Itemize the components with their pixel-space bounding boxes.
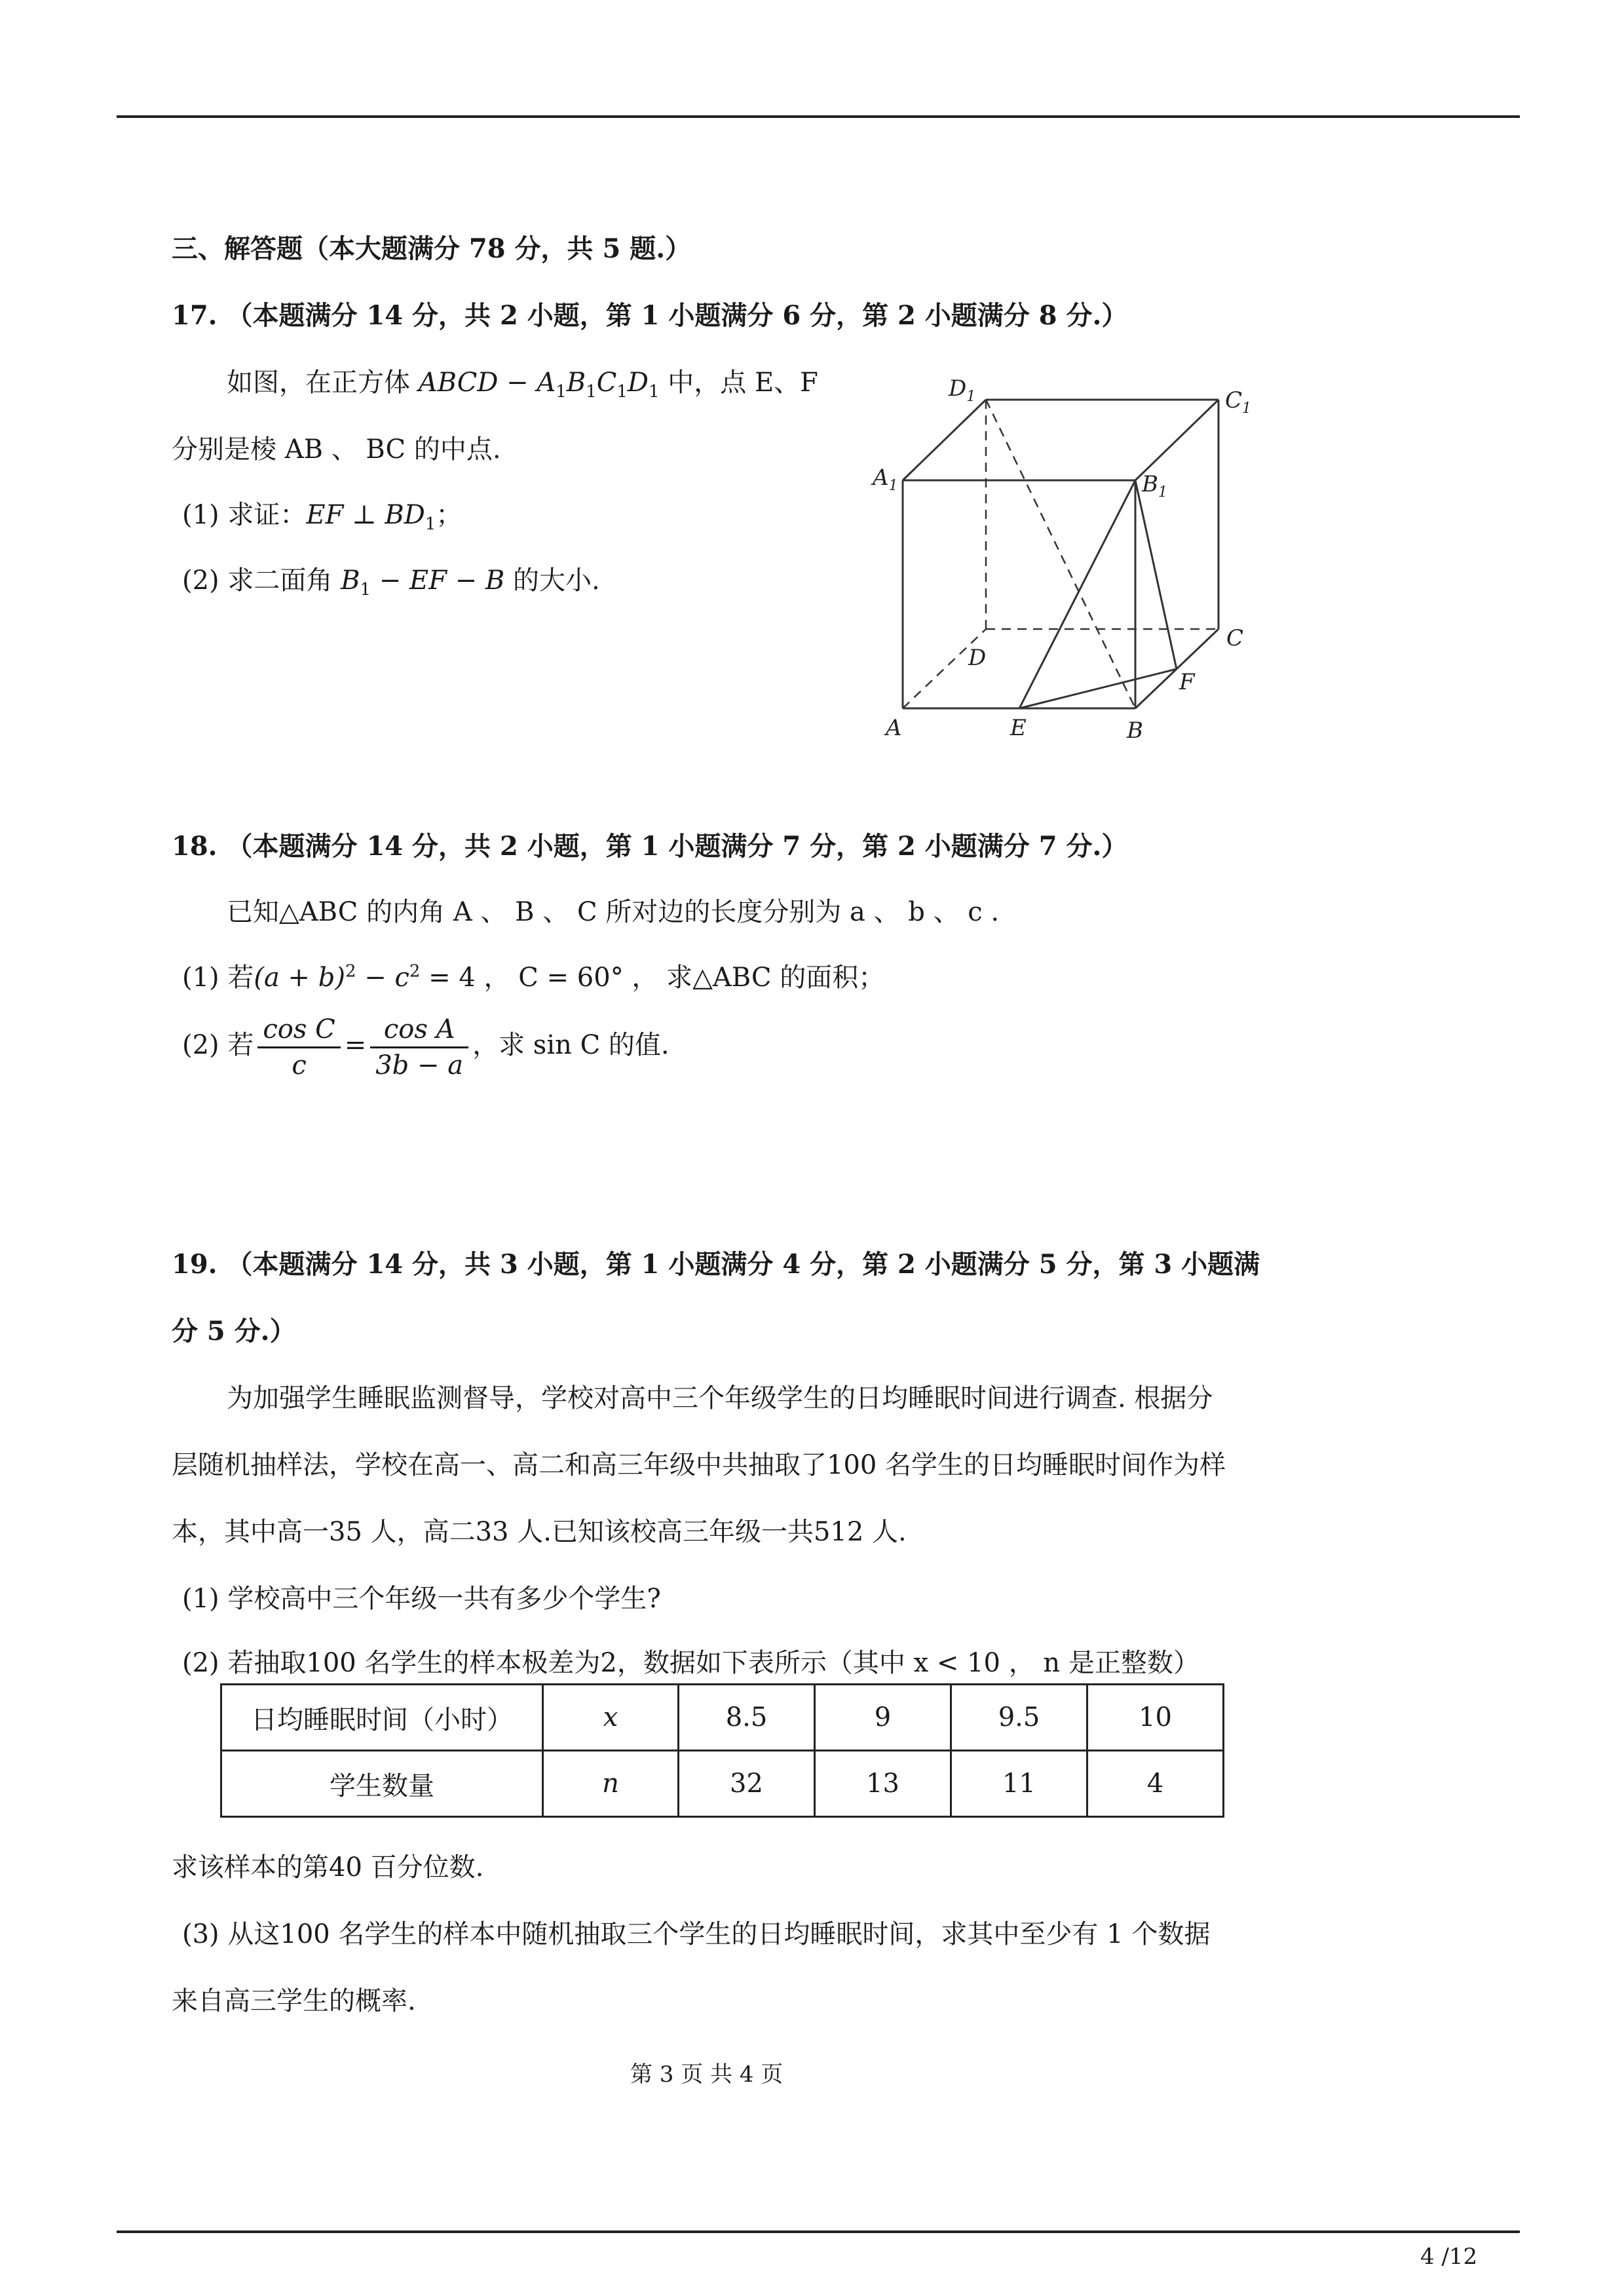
svg-text:D1: $D_1$ bbox=[949, 375, 976, 405]
fraction-cosC-c: $\frac{\text{cos C}}{c}$ bbox=[257, 1012, 340, 1082]
table-cell: 13 bbox=[815, 1751, 951, 1817]
q19-para-line2: 层随机抽样法，学校在高一、高二和高三年级中共抽取了100 名学生的日均睡眠时间作为样 bbox=[172, 1450, 1226, 1480]
q19-part3-line1: (3) 从这100 名学生的样本中随机抽取三个学生的日均睡眠时间，求其中至少有 1 个数据 bbox=[182, 1919, 1211, 1949]
q17-line2: 分别是棱 AB 、 BC 的中点. bbox=[172, 434, 501, 465]
page-number: 第 3 页 共 4 页 bbox=[630, 2061, 784, 2088]
q17-part1: (1) 求证：EF ⊥ $BD_1$； bbox=[182, 500, 463, 534]
table-cell: 32 bbox=[679, 1751, 815, 1817]
table-cell: 9 bbox=[815, 1685, 951, 1751]
q19-para-line3: 本，其中高一35 人，高二33 人.已知该校高三年级一共512 人. bbox=[172, 1517, 907, 1547]
svg-text:C1: $C_1$ bbox=[1225, 387, 1252, 417]
svg-text:F: F bbox=[1179, 669, 1195, 695]
top-rule bbox=[117, 115, 1520, 118]
q18-part2: (2) 若 $\frac{\text{cos C}}{c}$ = $\frac{\text{cos A}}{3b - a}$ ，求 sin C 的值. bbox=[182, 1009, 670, 1082]
q19-after-table: 求该样本的第40 百分位数. bbox=[172, 1852, 484, 1883]
q18-part1: (1) 若$(a + b)^2 - c^2 = 4$ ， C = 60° ， 求△ABC 的面积； bbox=[182, 961, 885, 993]
table-cell: n bbox=[543, 1751, 679, 1817]
bottom-rule bbox=[117, 2230, 1520, 2233]
table-row bbox=[221, 1751, 1224, 1817]
q19-para-line1: 为加强学生睡眠监测督导，学校对高中三个年级学生的日均睡眠时间进行调查. 根据分 bbox=[227, 1383, 1213, 1413]
q19-header-line1: 19. （本题满分 14 分，共 3 小题，第 1 小题满分 4 分，第 2 小题满分 5 分，第 3 小题满 bbox=[172, 1249, 1260, 1280]
q17-part2: (2) 求二面角 $B_1$ − EF − B 的大小. bbox=[182, 565, 600, 600]
q19-part2: (2) 若抽取100 名学生的样本极差为2，数据如下表所示（其中 x < 10 ， n 是正整数） bbox=[182, 1648, 1199, 1678]
table-cell: 11 bbox=[951, 1751, 1087, 1817]
q19-header-line2: 分 5 分.） bbox=[172, 1316, 296, 1347]
q19-part3-line2: 来自高三学生的概率. bbox=[172, 1986, 416, 2016]
fraction-cosA: $\frac{\text{cos A}}{3b - a}$ bbox=[370, 1012, 468, 1082]
table-cell: 日均睡眠时间（小时） bbox=[221, 1685, 543, 1751]
q17-header: 17. （本题满分 14 分，共 2 小题，第 1 小题满分 6 分，第 2 小题满分 8 分.） bbox=[172, 300, 1128, 331]
svg-text:A: A bbox=[886, 715, 902, 741]
svg-text:A1: $A_1$ bbox=[873, 465, 898, 494]
table-cell: 4 bbox=[1087, 1751, 1224, 1817]
table-cell: 10 bbox=[1087, 1685, 1224, 1751]
table-cell: 学生数量 bbox=[221, 1751, 543, 1817]
svg-text:D: D bbox=[968, 645, 987, 671]
svg-text:C: C bbox=[1226, 625, 1244, 651]
q19-part1: (1) 学校高中三个年级一共有多少个学生? bbox=[182, 1584, 661, 1614]
q18-header: 18. （本题满分 14 分，共 2 小题，第 1 小题满分 7 分，第 2 小题满分 7 分.） bbox=[172, 831, 1128, 862]
table-row bbox=[221, 1685, 1224, 1751]
sleep-data-table bbox=[220, 1683, 1224, 1818]
q17-intro: 如图，在正方体 ABCD − $A_1B_1C_1D_1$ 中，点 E、F bbox=[227, 368, 818, 402]
svg-text:B: B bbox=[1127, 718, 1143, 744]
svg-text:E: E bbox=[1010, 715, 1027, 741]
q18-intro: 已知△ABC 的内角 A 、 B 、 C 所对边的长度分别为 a 、 b 、 c . bbox=[227, 897, 1000, 927]
sheet-number: 4 /12 bbox=[1420, 2244, 1478, 2270]
table-cell: x bbox=[543, 1685, 679, 1751]
cube-figure bbox=[852, 367, 1271, 760]
svg-text:B1: $B_1$ bbox=[1142, 471, 1167, 501]
table-cell: 9.5 bbox=[951, 1685, 1087, 1751]
table-cell: 8.5 bbox=[679, 1685, 815, 1751]
section-heading: 三、解答题（本大题满分 78 分，共 5 题.） bbox=[172, 233, 692, 264]
